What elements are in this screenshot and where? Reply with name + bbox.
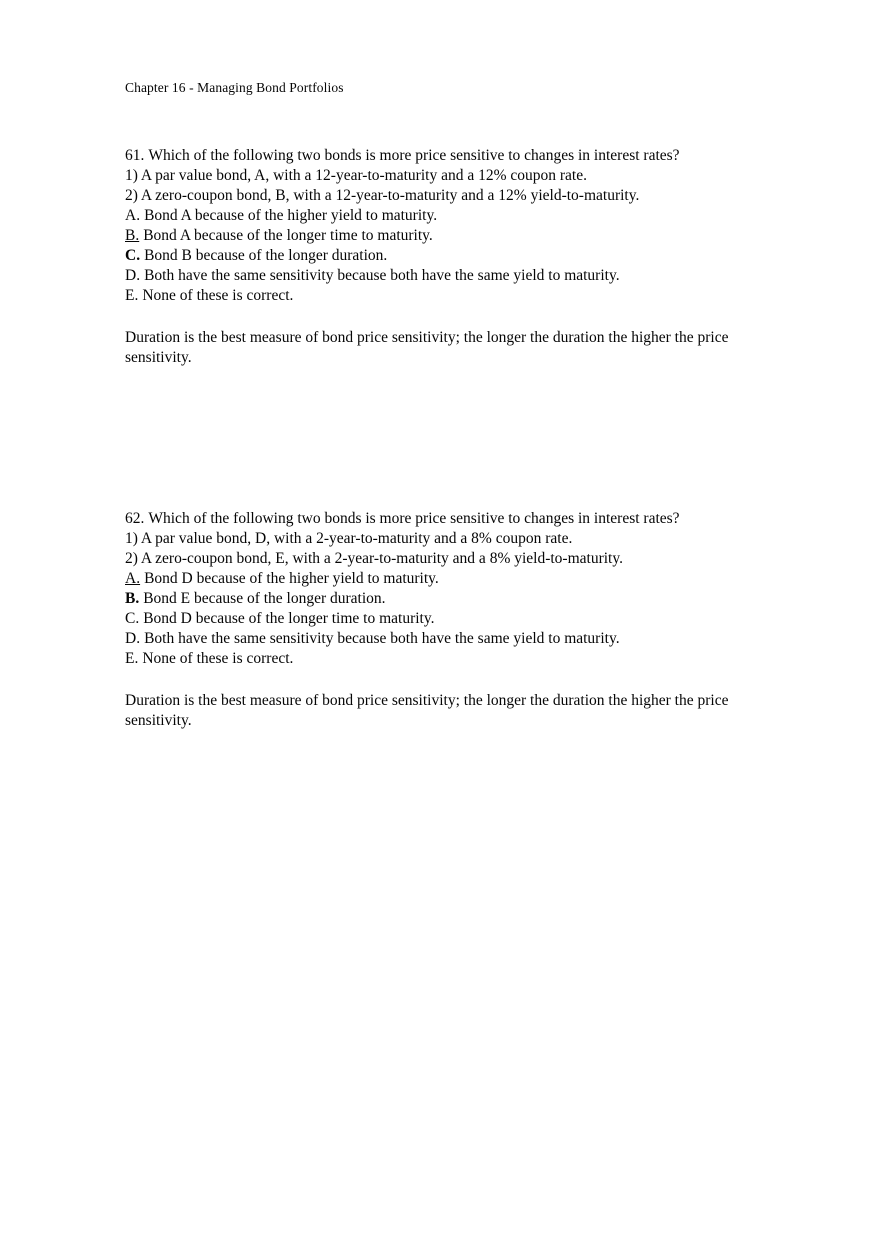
option-text: None of these is correct.: [142, 287, 294, 304]
option-line-c: [125, 246, 785, 266]
question-61-block: [125, 146, 785, 368]
option-text: Bond A because of the longer time to maturity.: [143, 227, 433, 244]
option-line-b: [125, 589, 785, 609]
premise-line: 1) A par value bond, A, with a 12-year-to-maturity and a 12% coupon rate.: [125, 167, 587, 184]
question-62-block: [125, 509, 785, 731]
premise-line: 2) A zero-coupon bond, E, with a 2-year-to-maturity and a 8% yield-to-maturity.: [125, 550, 623, 567]
option-text: None of these is correct.: [142, 650, 294, 667]
option-line-e: [125, 649, 785, 669]
option-letter: B.: [125, 227, 140, 244]
option-text: Bond D because of the longer time to maturity.: [143, 610, 435, 627]
option-letter: C.: [125, 610, 140, 627]
option-text: Both have the same sensitivity because both have the same yield to maturity.: [144, 630, 620, 647]
option-text: Bond D because of the higher yield to maturity.: [144, 570, 439, 587]
option-letter: E.: [125, 650, 139, 667]
option-line-a: [125, 569, 785, 589]
option-letter: A.: [125, 570, 141, 587]
option-line-a: [125, 206, 785, 226]
page-content: [125, 146, 785, 731]
question-stem-text: Which of the following two bonds is more price sensitive to changes in interest rates?: [148, 147, 680, 164]
option-letter: D.: [125, 630, 141, 647]
chapter-title: Chapter 16 - Managing Bond Portfolios: [125, 80, 344, 95]
question-stem-text: Which of the following two bonds is more price sensitive to changes in interest rates?: [148, 510, 680, 527]
option-text: Bond A because of the higher yield to maturity.: [144, 207, 438, 224]
option-line-c: [125, 609, 785, 629]
option-line-b: [125, 226, 785, 246]
option-text: Bond E because of the longer duration.: [143, 590, 386, 607]
explanation-text: Duration is the best measure of bond price sensitivity; the longer the duration the higher the price sensitivity.: [125, 692, 729, 729]
option-line-e: [125, 286, 785, 306]
question-number: 62.: [125, 510, 145, 527]
option-line-d: [125, 629, 785, 649]
question-stem: [125, 509, 785, 529]
option-line-d: [125, 266, 785, 286]
option-letter: C.: [125, 247, 141, 264]
premise-line: 2) A zero-coupon bond, B, with a 12-year-to-maturity and a 12% yield-to-maturity.: [125, 187, 640, 204]
option-letter: A.: [125, 207, 141, 224]
option-letter: E.: [125, 287, 139, 304]
page-header: [125, 0, 785, 96]
option-text: Bond B because of the longer duration.: [144, 247, 388, 264]
question-stem: [125, 146, 785, 166]
premise-line: 1) A par value bond, D, with a 2-year-to-maturity and a 8% coupon rate.: [125, 530, 573, 547]
explanation-text: Duration is the best measure of bond price sensitivity; the longer the duration the higher the price sensitivity.: [125, 329, 729, 366]
question-number: 61.: [125, 147, 145, 164]
option-letter: B.: [125, 590, 140, 607]
option-text: Both have the same sensitivity because both have the same yield to maturity.: [144, 267, 620, 284]
option-letter: D.: [125, 267, 141, 284]
